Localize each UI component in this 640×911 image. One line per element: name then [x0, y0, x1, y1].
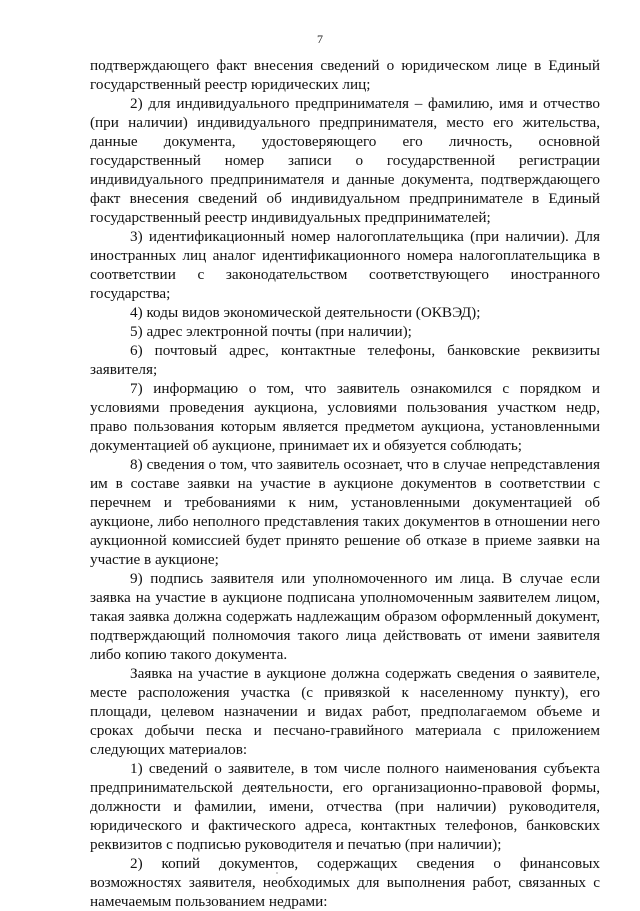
- paragraph: подтверждающего факт внесения сведений о юридическом лице в Единый государственный реестр юридических лиц;: [90, 57, 600, 93]
- paragraph: 2) копий документов, содержащих сведения о финансовых возможностях заявителя, необходимых для выполнения работ, связанных с намечаемым пользованием недрами:: [90, 855, 600, 910]
- paragraph: Заявка на участие в аукционе должна содержать сведения о заявителе, месте расположения участка (с привязкой к населенному пункту), его площади, целевом назначении и видах работ, предполагаемом объеме и сроках добычи песка и песчано-гравийного материала с приложением следующих материалов:: [90, 665, 600, 758]
- paragraph: 3) идентификационный номер налогоплательщика (при наличии). Для иностранных лиц аналог идентификационного номера налогоплательщика в соответствии с законодательством соответствующего иностранного государства;: [90, 228, 600, 302]
- paragraph: 1) сведений о заявителе, в том числе полного наименования субъекта предпринимательской деятельности, его организационно-правовой формы, должности и фамилии, имени, отчества (при наличии) руководителя, юридического и фактического адреса, контактных телефонов, банковских реквизитов с подписью руководителя и печатью (при наличии);: [90, 760, 600, 853]
- document-body: [90, 56, 600, 911]
- paragraph: 2) для индивидуального предпринимателя – фамилию, имя и отчество (при наличии) индивидуального предпринимателя, место его жительства, данные документа, удостоверяющего его личность, основной государственный номер записи о государственной регистрации индивидуального предпринимателя и данные документа, подтверждающего факт внесения сведений об индивидуальном предпринимателе в Единый государственный реестр индивидуальных предпринимателей;: [90, 95, 600, 226]
- paragraph: 5) адрес электронной почты (при наличии);: [130, 323, 412, 340]
- paragraph: 9) подпись заявителя или уполномоченного им лица. В случае если заявка на участие в аукционе подписана уполномоченным заявителем лицом, такая заявка должна содержать надлежащим образом оформленный документ, подтверждающий полномочия такого лица действовать от имени заявителя либо копию такого документа.: [90, 570, 600, 663]
- page-number: 7: [317, 32, 323, 46]
- paragraph: 7) информацию о том, что заявитель ознакомился с порядком и условиями проведения аукциона, условиями пользования участком недр, право пользования которым является предметом аукциона, установленными документацией об аукционе, принимает их и обязуется соблюдать;: [90, 380, 600, 454]
- paragraph: 4) коды видов экономической деятельности (ОКВЭД);: [130, 304, 481, 321]
- paragraph: 8) сведения о том, что заявитель осознает, что в случае непредставления им в составе заявки на участие в аукционе документов в соответствии с перечнем и требованиями к ним, установленными документацией об аукционе, либо неполного представления таких документов в отношении него аукционной комиссией будет принято решение об отказе в приеме заявки на участие в аукционе;: [90, 456, 600, 568]
- scan-speck: [276, 872, 278, 874]
- paragraph: 6) почтовый адрес, контактные телефоны, банковские реквизиты заявителя;: [90, 342, 600, 378]
